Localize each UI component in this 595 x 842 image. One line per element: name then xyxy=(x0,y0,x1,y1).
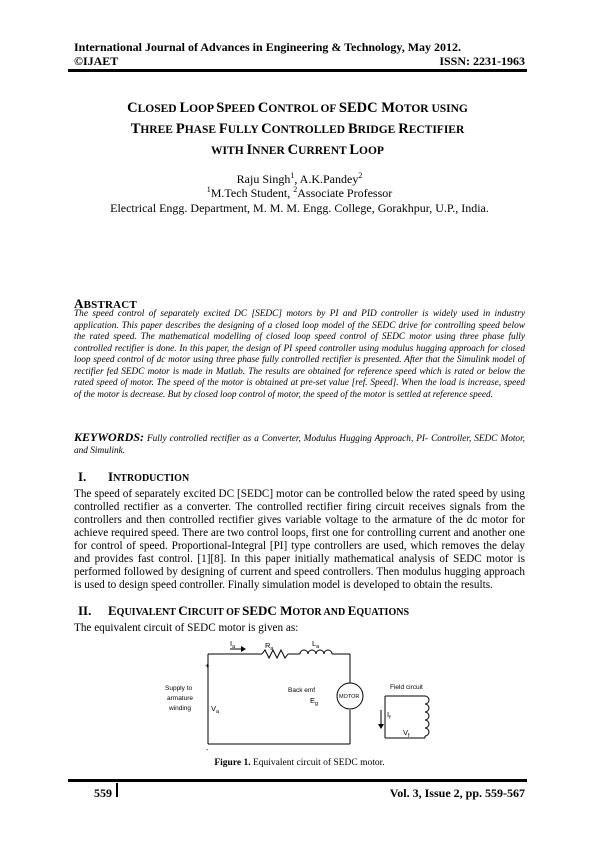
equivalent-circuit-intro: The equivalent circuit of SEDC motor is given as: xyxy=(74,622,299,634)
equivalent-circuit-diagram xyxy=(155,640,445,755)
field-current-arrowhead xyxy=(378,724,384,729)
keywords-label: KEYWORDS: xyxy=(74,430,145,444)
affiliation-line: $^1$M.Tech Student, $^2$Associate Professor xyxy=(206,185,393,200)
page-number: 559 xyxy=(94,786,112,800)
authors-line: Raju Singh$^1$, A.K.Pandey$^2$ xyxy=(236,171,363,186)
abstract-text: The speed control of separately excited DC [SEDC] motors by PI and PID controller is widely used in industry application. This paper describes the designing of a closed loop model of the SEDC drive for controlling speed below the rated speed. The mathematical modelling of closed loop speed control of SEDC motor using three phase fully controlled rectifier is done. In this paper, the design of PI speed controller using modulus hugging approach for closed loop speed control of dc motor using three phase fully controlled rectifier is presented. After that the Simulink model of rectifier fed SEDC motor is made in Matlab. The results are obtained for reference speed which is rated or below the rated speed of motor. The speed of the motor is obtained at pre-set value [ref. Speed]. When the load is increase, speed of the motor is decrease. But by closed loop control of motor, the speed of the motor is settled at reference speed. xyxy=(74,309,525,400)
armature-current-arrowhead xyxy=(241,646,246,652)
keywords-text: Fully controlled rectifier as a Converter, Modulus Hugging Approach, PI- Controller, SEDC Motor, and Simulink. xyxy=(74,434,525,456)
label-field-circuit: Field circuit xyxy=(390,684,423,691)
keywords xyxy=(74,431,525,457)
label-ra: $R_a$ xyxy=(265,641,274,652)
label-back-emf: Back emf xyxy=(288,687,316,694)
paper-title xyxy=(70,98,525,161)
section-heading-equivalent-circuit: II. EQUIVALENT CIRCUIT OF SEDC MOTOR AND EQUATIONS xyxy=(78,603,410,618)
journal-header: International Journal of Advances in Engineering & Technology, May 2012. xyxy=(74,40,462,54)
label-plus: + xyxy=(205,661,210,670)
label-vf: $V_f$ xyxy=(403,728,410,739)
volume-info: Vol. 3, Issue 2, pp. 559-567 xyxy=(389,786,525,800)
armature-inductor xyxy=(300,650,332,654)
field-winding xyxy=(425,696,429,736)
title-line-1: CLOSED LOOP SPEED CONTROL OF SEDC MOTOR USING xyxy=(127,100,468,116)
label-supply-1: Supply to xyxy=(165,685,193,692)
label-eg: $E_g$ xyxy=(310,696,319,707)
label-minus: - xyxy=(206,745,209,754)
section-heading-introduction: I. INTRODUCTION xyxy=(78,469,190,484)
footer-rule xyxy=(68,779,527,782)
label-supply-2: armature xyxy=(167,695,194,702)
copyright-text: ©IJAET xyxy=(74,54,119,68)
abstract-heading: ABSTRACT xyxy=(74,296,137,311)
title-line-2: THREE PHASE FULLY CONTROLLED BRIDGE RECTIFIER xyxy=(130,121,465,137)
label-la: $L_a$ xyxy=(312,640,320,650)
figure-caption: Figure 1. Equivalent circuit of SEDC motor. xyxy=(214,758,385,768)
label-ia: $I_a$ xyxy=(230,640,236,650)
label-if: $I_f$ xyxy=(387,710,391,721)
footer-divider xyxy=(116,783,118,797)
armature-resistor xyxy=(262,650,288,658)
label-supply-3: winding xyxy=(169,705,192,712)
introduction-text: The speed of separately excited DC [SEDC] motor can be controlled below the rated speed by using controlled rectifier as a converter. The controlled rectifier firing circuit receives signals from the controllers and then controlled rectifier gives variable voltage to the armature of the dc motor for achieve required speed. There are two control loops, first one for controlling current and another one for control of speed. Proportional-Integral [PI] type controllers are used, which removes the delay and provides fast control. [1][8]. In this paper initially mathematical analysis of SEDC motor is performed followed by designing of current and speed controllers. Then modulus hugging approach is used to design speed controller. Finally simulation model is developed to obtain the results. xyxy=(74,488,525,591)
department-line: Electrical Engg. Department, M. M. M. Engg. College, Gorakhpur, U.P., India. xyxy=(110,201,489,215)
header-rule xyxy=(68,69,527,72)
label-motor: MOTOR xyxy=(339,694,360,700)
title-line-3: WITH INNER CURRENT LOOP xyxy=(211,142,384,158)
issn-text: ISSN: 2231-1963 xyxy=(439,54,525,68)
label-va: $V_a$ xyxy=(211,704,220,715)
